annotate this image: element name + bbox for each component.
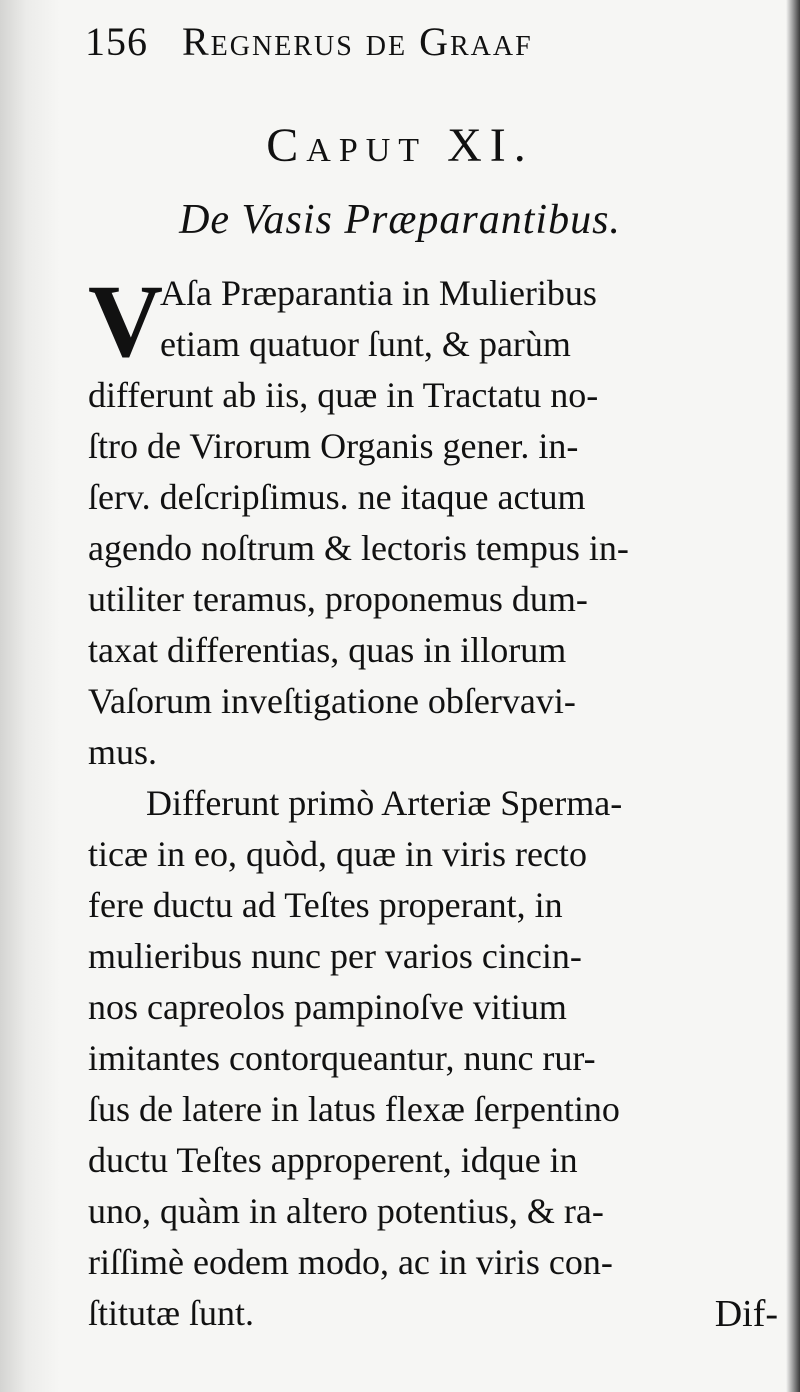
paragraph-1 — [88, 264, 800, 778]
text-line: Differunt primò Arteriæ Sperma- — [146, 783, 623, 823]
drop-cap: V — [88, 264, 164, 379]
text-line: taxat differentias, quas in illorum — [88, 630, 567, 670]
text-line: riſſimè eodem modo, ac in viris con- — [88, 1242, 613, 1282]
body-text — [88, 264, 800, 1339]
catchword: Dif- — [714, 1293, 778, 1335]
text-line: utiliter teramus, proponemus dum- — [88, 579, 588, 619]
chapter-title: Caput XI. — [266, 119, 534, 172]
paragraph-2 — [88, 778, 800, 1339]
text-line: etiam quatuor ſunt, & parùm — [160, 324, 571, 364]
text-line: ſerv. deſcripſimus. ne itaque actum — [88, 477, 586, 517]
text-line: ticæ in eo, quòd, quæ in viris recto — [88, 834, 587, 874]
text-line: mus. — [88, 732, 158, 772]
text-line: mulieribus nunc per varios cincin- — [88, 936, 582, 976]
text-line: differunt ab iis, quæ in Tractatu no- — [88, 375, 599, 415]
text-line: imitantes contorqueantur, nunc rur- — [88, 1038, 596, 1078]
text-line: ductu Teſtes approperent, idque in — [88, 1140, 578, 1180]
text-line: nos capreolos pampinoſve vitium — [88, 987, 567, 1027]
text-line: ſus de latere in latus flexæ ſerpentino — [88, 1089, 620, 1129]
text-line: agendo noſtrum & lectoris tempus in- — [88, 528, 629, 568]
text-line: fere ductu ad Teſtes properant, in — [88, 885, 563, 925]
text-line: Aſa Præparantia in Mulieribus — [160, 273, 597, 313]
text-line: Vaſorum inveſtigatione obſervavi- — [88, 681, 576, 721]
running-head-title: Regnerus de Graaf — [182, 19, 533, 64]
text-line: uno, quàm in altero potentius, & ra- — [88, 1191, 604, 1231]
text-line: ſtro de Virorum Organis gener. in- — [88, 426, 579, 466]
running-header — [85, 18, 745, 65]
chapter-subtitle: De Vasis Præparantibus. — [179, 197, 621, 243]
page-number: 156 — [85, 19, 148, 64]
text-line: ſtitutæ ſunt. — [88, 1293, 255, 1333]
